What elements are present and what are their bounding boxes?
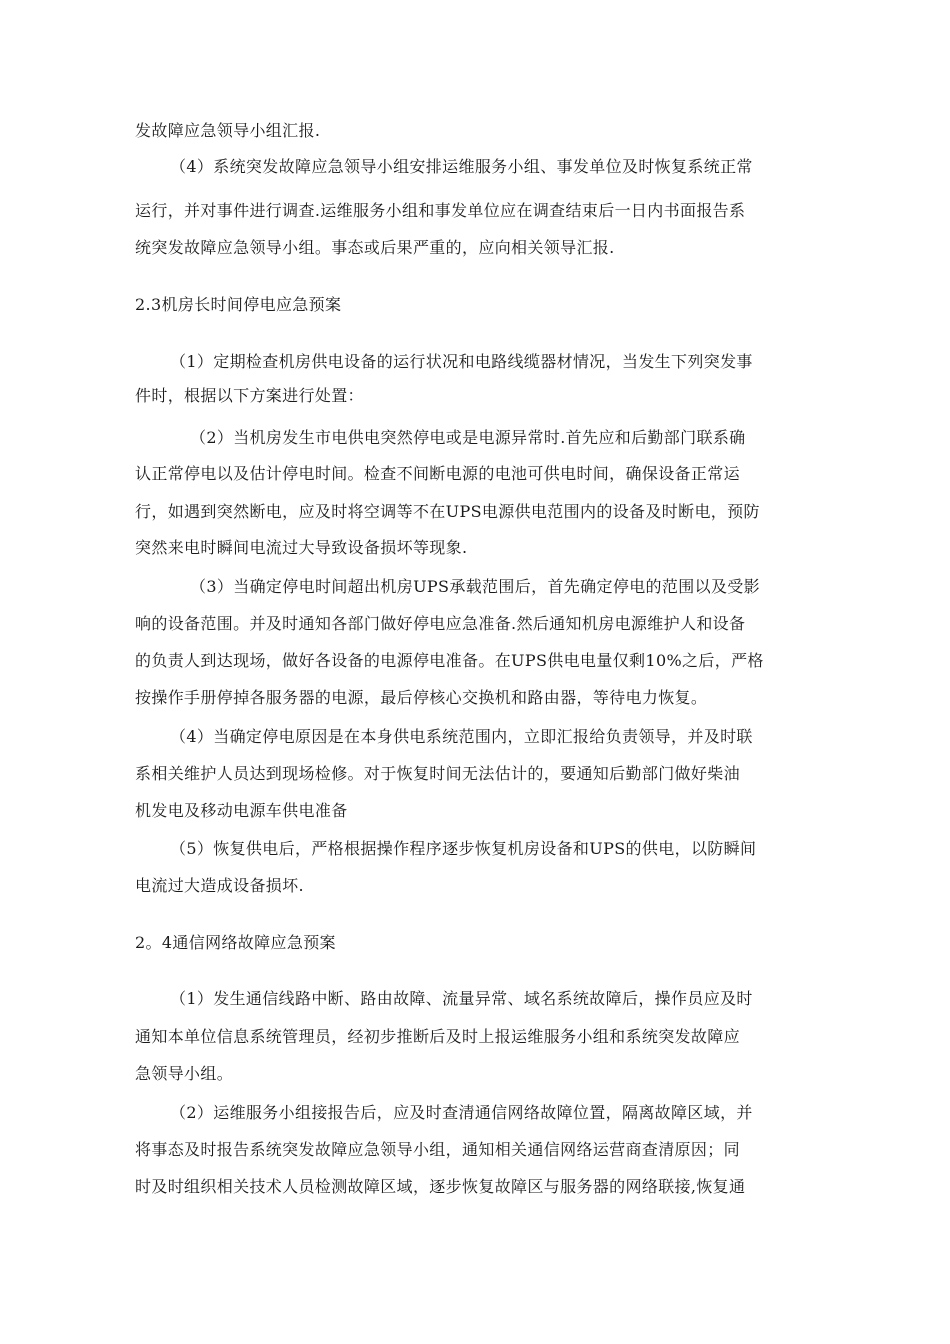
paragraph-line: 系相关维护人员达到现场检修。对于恢复时间无法估计的，要通知后勤部门做好柴油 (135, 764, 740, 783)
paragraph-line: （1）定期检查机房供电设备的运行状况和电路线缆器材情况，当发生下列突发事 (170, 352, 753, 371)
paragraph-line: （4）当确定停电原因是在本身供电系统范围内，立即汇报给负责领导，并及时联 (170, 727, 753, 746)
paragraph-line: 按操作手册停掉各服务器的电源，最后停核心交换机和路由器，等待电力恢复。 (135, 688, 708, 707)
paragraph-line: 行，如遇到突然断电，应及时将空调等不在UPS电源供电范围内的设备及时断电，预防 (135, 502, 760, 521)
paragraph-line: 通知本单位信息系统管理员，经初步推断后及时上报运维服务小组和系统突发故障应 (135, 1027, 740, 1046)
section-heading: 2。4通信网络故障应急预案 (135, 933, 336, 952)
paragraph-line: 将事态及时报告系统突发故障应急领导小组，通知相关通信网络运营商查清原因；同 (135, 1140, 740, 1159)
paragraph-line: （5）恢复供电后，严格根据操作程序逐步恢复机房设备和UPS的供电，以防瞬间 (170, 839, 757, 858)
paragraph-line: 急领导小组。 (135, 1064, 234, 1083)
paragraph-line: 时及时组织相关技术人员检测故障区域，逐步恢复故障区与服务器的网络联接,恢复通 (135, 1177, 746, 1196)
paragraph-line: 认正常停电以及估计停电时间。检查不间断电源的电池可供电时间，确保设备正常运 (135, 464, 740, 483)
paragraph-line: （4）系统突发故障应急领导小组安排运维服务小组、事发单位及时恢复系统正常 (170, 157, 753, 176)
paragraph-line: （2）当机房发生市电供电突然停电或是电源异常时.首先应和后勤部门联系确 (190, 428, 746, 447)
paragraph-line: （2）运维服务小组接报告后，应及时查清通信网络故障位置，隔离故障区域，并 (170, 1103, 753, 1122)
paragraph-line: 电流过大造成设备损坏. (135, 876, 304, 895)
paragraph-line: 机发电及移动电源车供电准备 (135, 801, 348, 820)
paragraph-line: 运行，并对事件进行调查.运维服务小组和事发单位应在调查结束后一日内书面报告系 (135, 201, 746, 220)
paragraph-line: （3）当确定停电时间超出机房UPS承载范围后，首先确定停电的范围以及受影 (190, 577, 760, 596)
paragraph-line: （1）发生通信线路中断、路由故障、流量异常、域名系统故障后，操作员应及时 (170, 989, 753, 1008)
paragraph-line: 响的设备范围。并及时通知各部门做好停电应急准备.然后通知机房电源维护人和设备 (135, 614, 746, 633)
paragraph-line: 统突发故障应急领导小组。事态或后果严重的，应向相关领导汇报. (135, 238, 615, 257)
paragraph-line: 件时，根据以下方案进行处置： (135, 386, 364, 405)
paragraph-line: 突然来电时瞬间电流过大导致设备损坏等现象. (135, 538, 468, 557)
paragraph-line: 发故障应急领导小组汇报. (135, 121, 321, 140)
paragraph-line: 的负责人到达现场，做好各设备的电源停电准备。在UPS供电电量仅剩10%之后，严格 (135, 651, 764, 670)
section-heading: 2.3机房长时间停电应急预案 (135, 295, 342, 314)
